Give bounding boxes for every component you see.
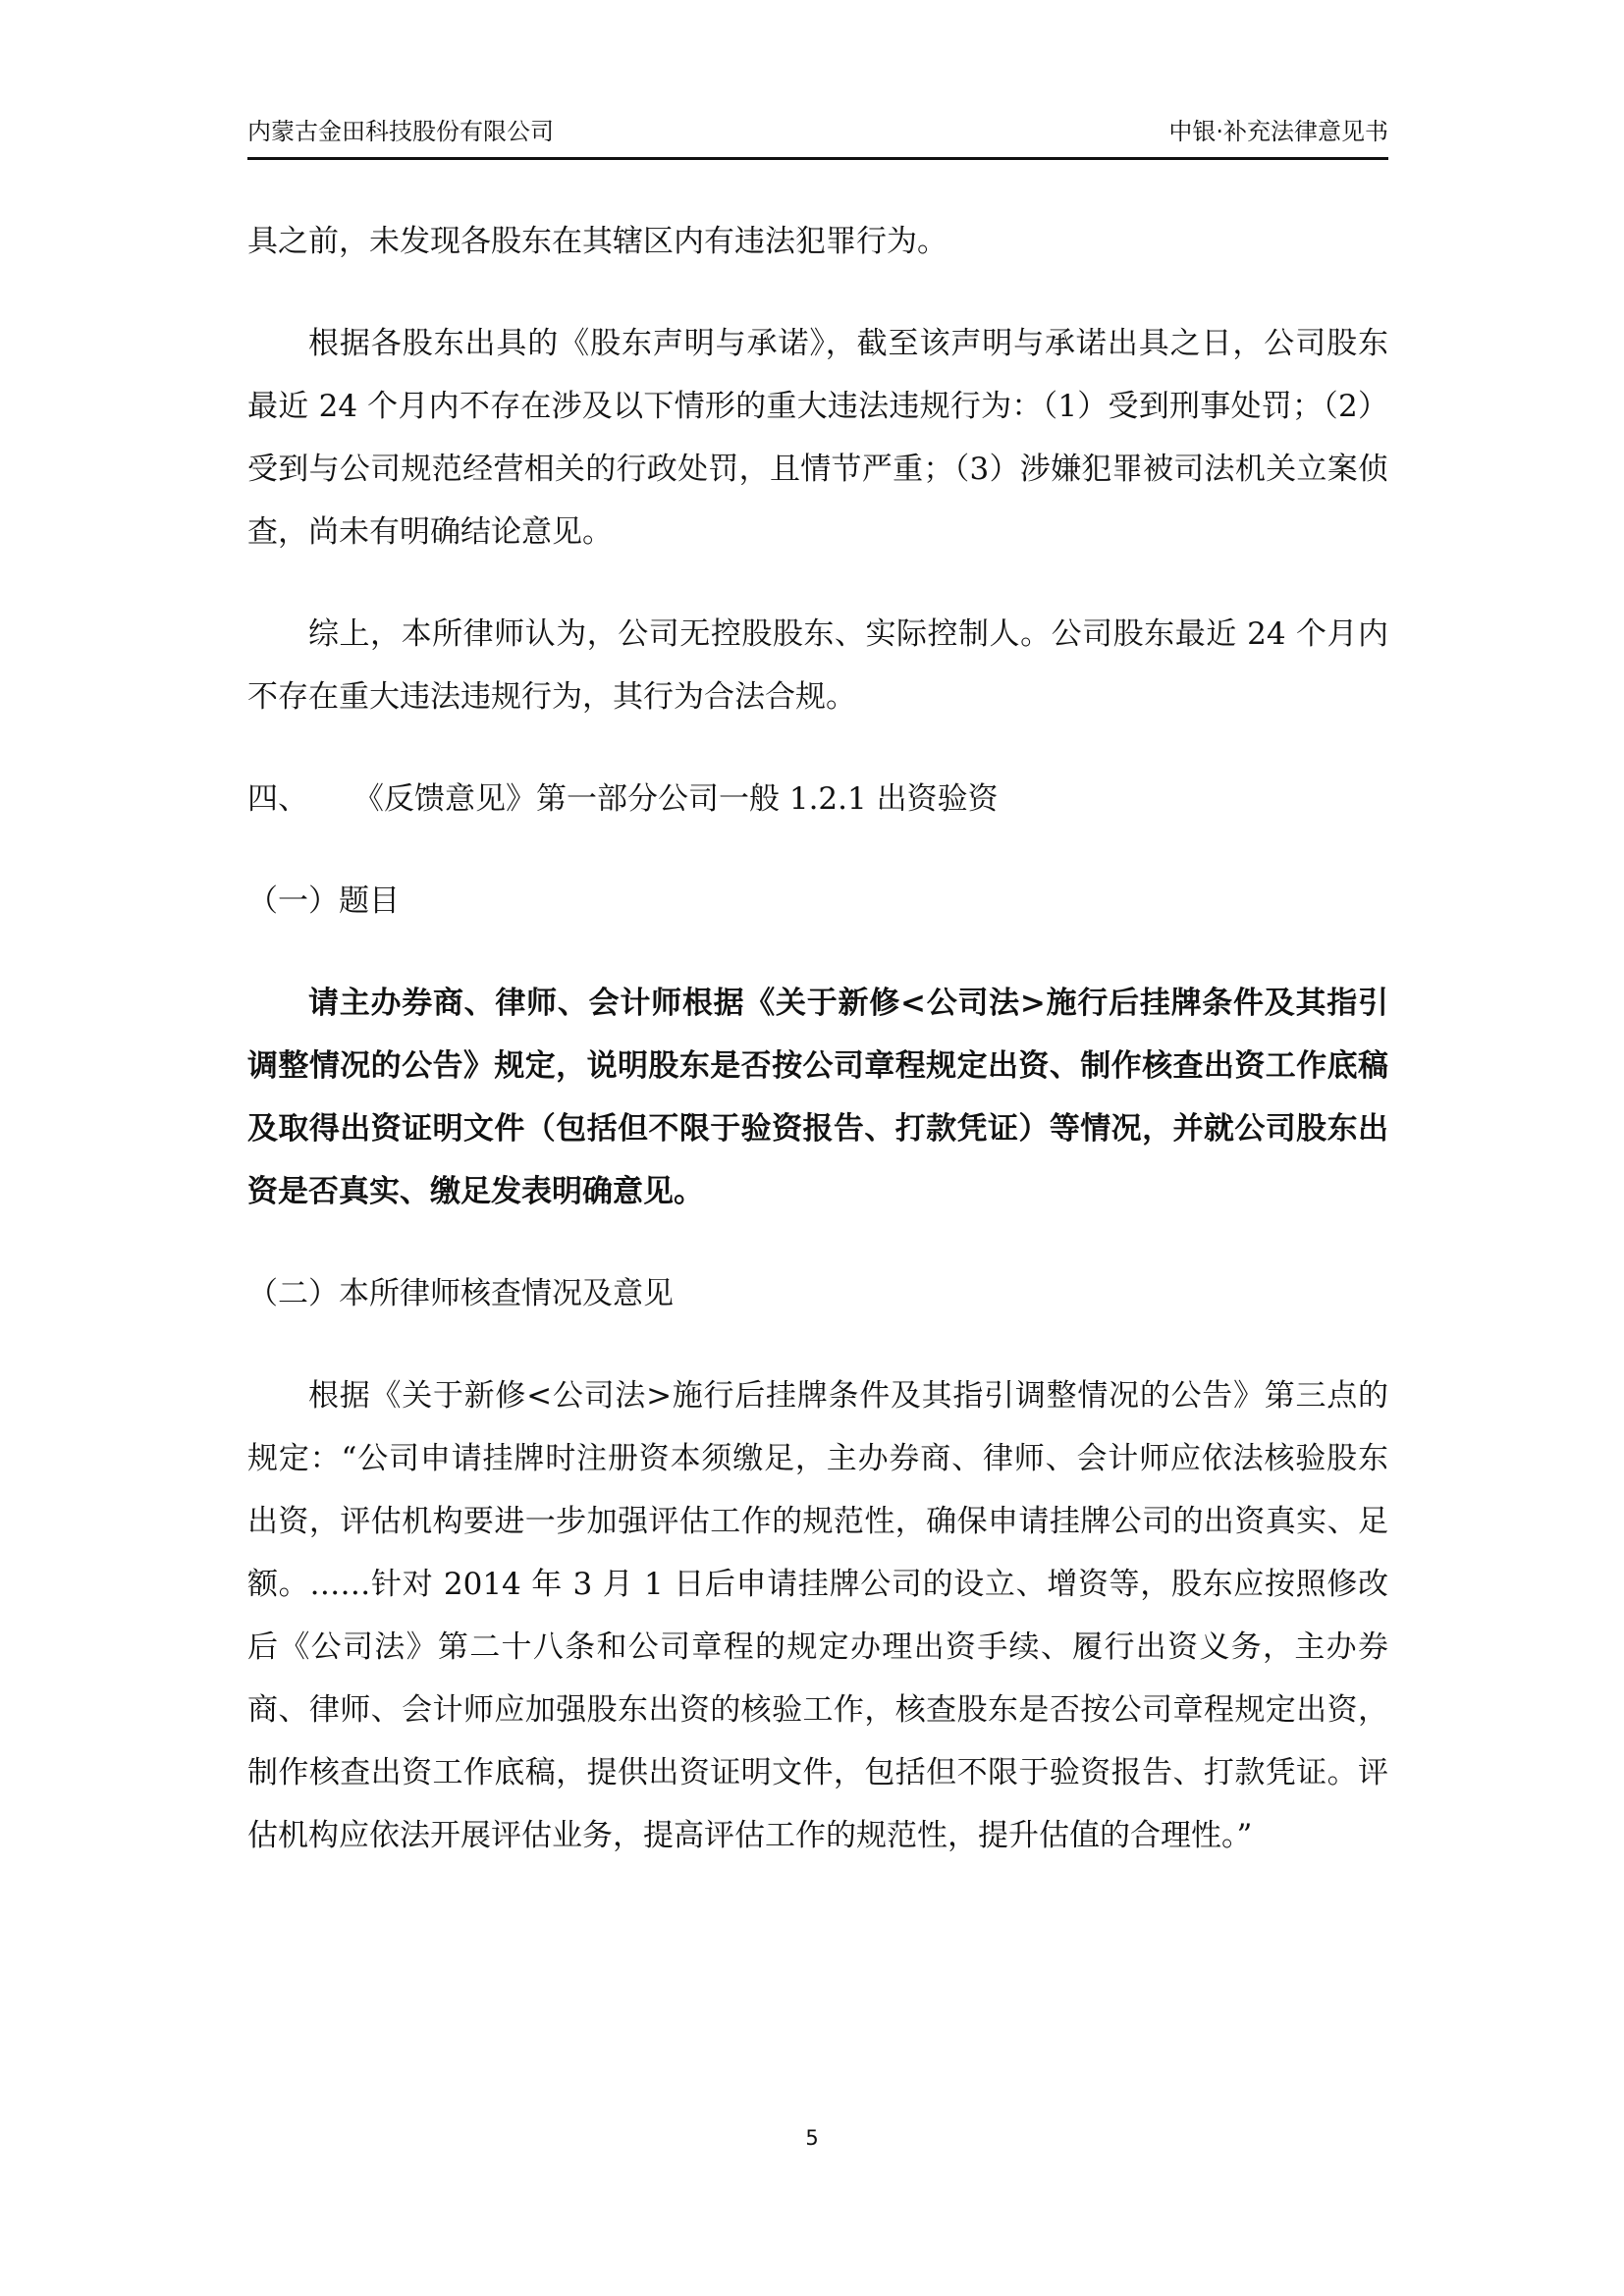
paragraph-question-text: 请主办券商、律师、会计师根据《关于新修<公司法>施行后挂牌条件及其指引调整情况的公告》规定，说明股东是否按公司章程规定出资、制作核查出资工作底稿及取得出资证明文件（包括但不限于验资报告、打款凭证）等情况，并就公司股东出资是否真实、缴足发表明确意见。 [247,986,1388,1209]
section-number: 四、 [247,781,308,817]
subheading-verification: （二）本所律师核查情况及意见 [247,1276,674,1311]
header-company-name: 内蒙古金田科技股份有限公司 [247,118,554,145]
page-number: 5 [805,2126,819,2150]
document-body [247,210,1388,1867]
paragraph-shareholder-declaration: 根据各股东出具的《股东声明与承诺》，截至该声明与承诺出具之日，公司股东最近 24 个月内不存在涉及以下情形的重大违法违规行为：（1）受到刑事处罚；（2）受到与公司规范经营相关的行政处罚，且情节严重；（3）涉嫌犯罪被司法机关立案侦查，尚未有明确结论意见。 [247,326,1388,550]
section-heading [247,768,1388,830]
paragraph-announcement-quote: 根据《关于新修<公司法>施行后挂牌条件及其指引调整情况的公告》第三点的规定：“公司申请挂牌时注册资本须缴足，主办券商、律师、会计师应依法核验股东出资，评估机构要进一步加强评估工作的规范性，确保申请挂牌公司的出资真实、足额。……针对 2014 年 3 月 1 日后申请挂牌公司的设立、增资等，股东应按照修改后《公司法》第二十八条和公司章程的规定办理出资手续、履行出资义务，主办券商、律师、会计师应加强股东出资的核验工作，核查股东是否按公司章程规定出资，制作核查出资工作底稿，提供出资证明文件，包括但不限于验资报告、打款凭证。评估机构应依法开展评估业务，提高评估工作的规范性，提升估值的合理性。” [247,1378,1388,1853]
subheading-question: （一）题目 [247,883,400,919]
paragraph-continuation: 具之前，未发现各股东在其辖区内有违法犯罪行为。 [247,224,947,259]
section-title: 《反馈意见》第一部分公司一般 1.2.1 出资验资 [353,781,999,817]
header-document-title: 中银·补充法律意见书 [1168,118,1388,145]
page-header [247,114,1388,160]
paragraph-conclusion: 综上，本所律师认为，公司无控股股东、实际控制人。公司股东最近 24 个月内不存在重大违法违规行为，其行为合法合规。 [247,616,1388,715]
